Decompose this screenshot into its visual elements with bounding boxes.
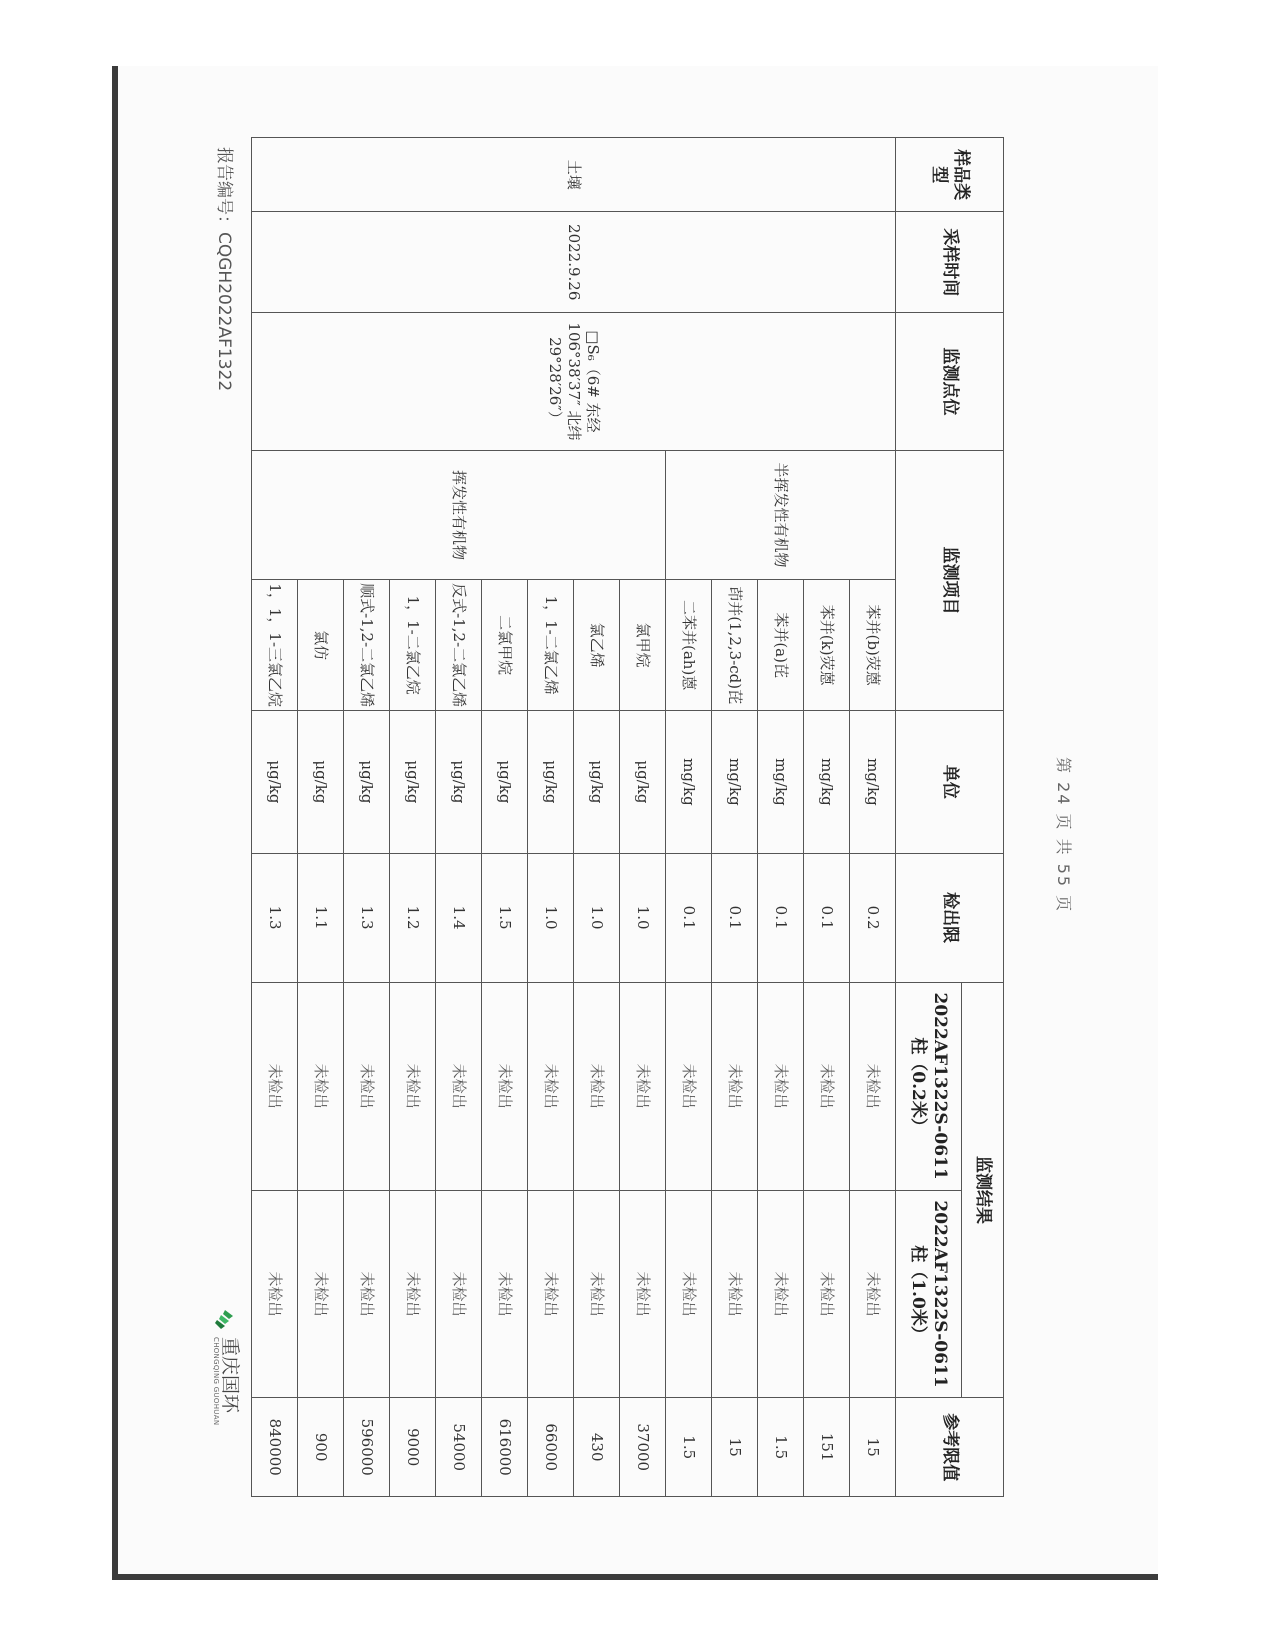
result-b-cell: 未检出 xyxy=(804,1190,850,1398)
item-cell: 1，1，1-三氯乙烷 xyxy=(252,580,298,711)
header-sampling-time: 采样时间 xyxy=(896,212,1004,313)
item-cell: 氯仿 xyxy=(298,580,344,711)
logo-icon xyxy=(214,1307,238,1331)
reference-cell: 66000 xyxy=(528,1398,574,1497)
result-a-cell: 未检出 xyxy=(850,982,896,1190)
item-cell: 1，1-二氯乙烯 xyxy=(528,580,574,711)
item-cell: 二苯并(ah)蒽 xyxy=(666,580,712,711)
reference-cell: 54000 xyxy=(436,1398,482,1497)
result-b-cell: 未检出 xyxy=(436,1190,482,1398)
result-b-cell: 未检出 xyxy=(528,1190,574,1398)
result-a-cell: 未检出 xyxy=(574,982,620,1190)
rotated-content xyxy=(94,77,1094,1577)
header-site: 监测点位 xyxy=(896,313,1004,451)
reference-cell: 151 xyxy=(804,1398,850,1497)
unit-cell: μg/kg xyxy=(574,711,620,853)
page-number: 第 24 页 共 55 页 xyxy=(1054,757,1073,914)
reference-cell: 15 xyxy=(850,1398,896,1497)
reference-cell: 840000 xyxy=(252,1398,298,1497)
item-cell: 氯甲烷 xyxy=(620,580,666,711)
reference-cell: 430 xyxy=(574,1398,620,1497)
result-a-cell: 未检出 xyxy=(482,982,528,1190)
unit-cell: mg/kg xyxy=(666,711,712,853)
table-row xyxy=(850,138,896,1497)
result-b-cell: 未检出 xyxy=(298,1190,344,1398)
limit-cell: 0.2 xyxy=(850,853,896,982)
group-name-cell: 半挥发性有机物 xyxy=(666,450,896,579)
reference-cell: 9000 xyxy=(390,1398,436,1497)
result-b-cell: 未检出 xyxy=(712,1190,758,1398)
monitoring-results-table xyxy=(251,137,1004,1497)
unit-cell: μg/kg xyxy=(344,711,390,853)
result-b-cell: 未检出 xyxy=(482,1190,528,1398)
report-number: 报告编号：CQGH2022AF1322 xyxy=(214,147,234,392)
unit-cell: μg/kg xyxy=(436,711,482,853)
group-name-cell: 挥发性有机物 xyxy=(252,450,666,579)
result-a-cell: 未检出 xyxy=(712,982,758,1190)
sampling-time-cell: 2022.9.26 xyxy=(252,212,896,313)
item-cell: 二氯甲烷 xyxy=(482,580,528,711)
unit-cell: mg/kg xyxy=(804,711,850,853)
item-cell: 顺式-1,2-二氯乙烯 xyxy=(344,580,390,711)
limit-cell: 1.5 xyxy=(482,853,528,982)
result-b-cell: 未检出 xyxy=(666,1190,712,1398)
limit-cell: 1.1 xyxy=(298,853,344,982)
limit-cell: 0.1 xyxy=(712,853,758,982)
company-logo xyxy=(212,1307,239,1425)
limit-cell: 1.3 xyxy=(344,853,390,982)
result-a-cell: 未检出 xyxy=(804,982,850,1190)
limit-cell: 1.0 xyxy=(620,853,666,982)
reference-cell: 1.5 xyxy=(758,1398,804,1497)
result-b-cell: 未检出 xyxy=(390,1190,436,1398)
item-cell: 苯并(k)荧蒽 xyxy=(804,580,850,711)
unit-cell: μg/kg xyxy=(252,711,298,853)
result-b-cell: 未检出 xyxy=(344,1190,390,1398)
limit-cell: 1.3 xyxy=(252,853,298,982)
result-b-cell: 未检出 xyxy=(574,1190,620,1398)
header-results: 监测结果 xyxy=(962,982,1004,1398)
limit-cell: 0.1 xyxy=(758,853,804,982)
header-unit: 单位 xyxy=(896,711,1004,853)
result-a-cell: 未检出 xyxy=(620,982,666,1190)
item-cell: 1，1-二氯乙烷 xyxy=(390,580,436,711)
reference-cell: 596000 xyxy=(344,1398,390,1497)
item-cell: 茚并(1,2,3-cd)芘 xyxy=(712,580,758,711)
header-detection-limit: 检出限 xyxy=(896,853,1004,982)
header-reference: 参考限值 xyxy=(896,1398,1004,1497)
result-b-cell: 未检出 xyxy=(850,1190,896,1398)
reference-cell: 37000 xyxy=(620,1398,666,1497)
limit-cell: 1.2 xyxy=(390,853,436,982)
limit-cell: 1.4 xyxy=(436,853,482,982)
logo-text-en: CHONGQING GUOHUAN xyxy=(212,1337,220,1426)
logo-text-cn: 重庆国环 xyxy=(219,1337,241,1414)
unit-cell: mg/kg xyxy=(758,711,804,853)
result-a-cell: 未检出 xyxy=(298,982,344,1190)
item-cell: 反式-1,2-二氯乙烯 xyxy=(436,580,482,711)
item-cell: 苯并(b)荧蒽 xyxy=(850,580,896,711)
result-a-cell: 未检出 xyxy=(390,982,436,1190)
result-b-cell: 未检出 xyxy=(758,1190,804,1398)
item-cell: 苯并(a)芘 xyxy=(758,580,804,711)
result-a-cell: 未检出 xyxy=(436,982,482,1190)
result-a-cell: 未检出 xyxy=(252,982,298,1190)
unit-cell: μg/kg xyxy=(390,711,436,853)
header-sample-b: 2022AF1322S-0611柱（1.0米） xyxy=(896,1190,962,1398)
limit-cell: 1.0 xyxy=(574,853,620,982)
limit-cell: 1.0 xyxy=(528,853,574,982)
unit-cell: mg/kg xyxy=(850,711,896,853)
sample-type-cell: 土壤 xyxy=(252,138,896,212)
limit-cell: 0.1 xyxy=(666,853,712,982)
unit-cell: μg/kg xyxy=(482,711,528,853)
header-sample-a: 2022AF1322S-0611柱（0.2米） xyxy=(896,982,962,1190)
unit-cell: mg/kg xyxy=(712,711,758,853)
item-cell: 氯乙烯 xyxy=(574,580,620,711)
result-b-cell: 未检出 xyxy=(620,1190,666,1398)
header-sample-type: 样品类型 xyxy=(896,138,1004,212)
unit-cell: μg/kg xyxy=(620,711,666,853)
result-b-cell: 未检出 xyxy=(252,1190,298,1398)
limit-cell: 0.1 xyxy=(804,853,850,982)
reference-cell: 15 xyxy=(712,1398,758,1497)
reference-cell: 1.5 xyxy=(666,1398,712,1497)
site-cell: □S₆（6# 东经 106°38′37″ 北纬 29°28′26″） xyxy=(252,313,896,451)
unit-cell: μg/kg xyxy=(298,711,344,853)
result-a-cell: 未检出 xyxy=(528,982,574,1190)
reference-cell: 900 xyxy=(298,1398,344,1497)
result-a-cell: 未检出 xyxy=(666,982,712,1190)
reference-cell: 616000 xyxy=(482,1398,528,1497)
result-a-cell: 未检出 xyxy=(344,982,390,1190)
header-item: 监测项目 xyxy=(896,450,1004,710)
unit-cell: μg/kg xyxy=(528,711,574,853)
result-a-cell: 未检出 xyxy=(758,982,804,1190)
